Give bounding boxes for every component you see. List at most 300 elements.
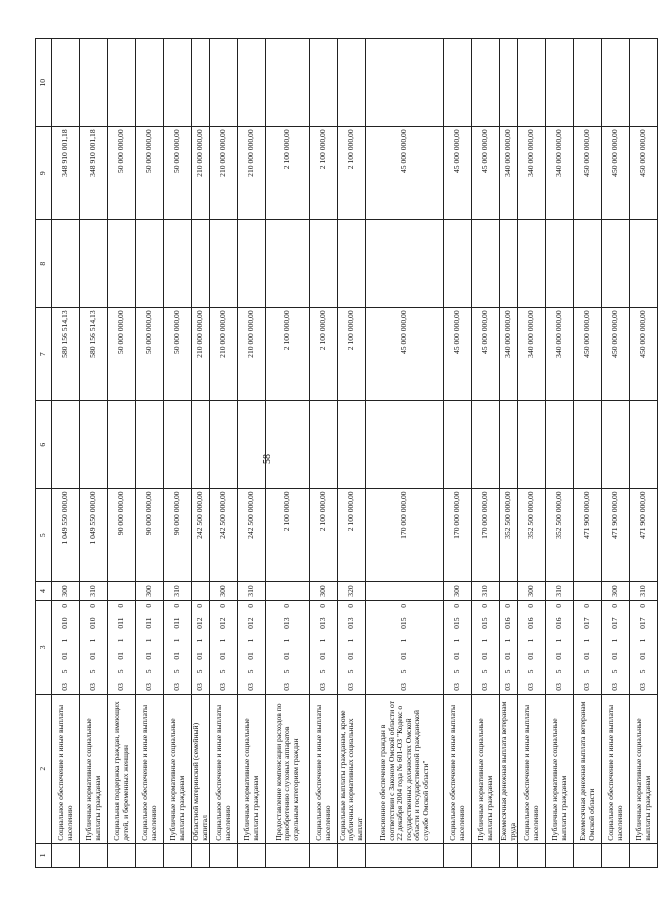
amount-cell: 471 900 000,00 (574, 489, 602, 582)
expense-type-cell: 310 (238, 582, 266, 601)
amount-cell (52, 401, 80, 489)
amount-cell: 471 900 000,00 (602, 489, 630, 582)
code-part: 5 (282, 669, 292, 674)
amount-cell: 450 000 000,00 (574, 127, 602, 220)
amount-cell (574, 220, 602, 308)
amount-cell (500, 401, 518, 489)
code-part: 03 (246, 683, 256, 691)
description-cell: Ежемесячная денежная выплата ветеранам Омской области (574, 694, 602, 843)
amount-cell: 340 000 000,00 (500, 127, 518, 220)
description-cell: Публичные нормативные социальные выплаты гражданам (546, 694, 574, 843)
expense-type-cell (108, 582, 136, 601)
code-part: 013 (318, 617, 328, 629)
amount-cell: 210 000 000,00 (238, 308, 266, 401)
code-part: 0 (582, 603, 592, 608)
code-parts (145, 602, 154, 693)
amount-cell (136, 220, 164, 308)
page-number: 58 (262, 454, 273, 464)
amount-cell (266, 401, 310, 489)
code-part: 011 (172, 617, 182, 629)
header-cell: 4 (36, 582, 52, 601)
amount-cell: 210 000 000,00 (210, 308, 238, 401)
table-row (338, 39, 366, 868)
amount-cell (210, 220, 238, 308)
code-part: 1 (582, 638, 592, 643)
expense-type-cell: 310 (546, 582, 574, 601)
description-cell: Областной материнский (семейный) капитал (192, 694, 210, 843)
table-row (266, 39, 310, 868)
code-cell (518, 600, 546, 694)
code-part: 1 (88, 638, 98, 643)
expense-type-cell (366, 582, 444, 601)
amount-cell (518, 39, 546, 127)
table-row (164, 39, 192, 868)
code-cell (630, 600, 658, 694)
code-part: 5 (60, 669, 70, 674)
code-part: 016 (503, 617, 513, 629)
amount-cell: 170 000 000,00 (444, 489, 472, 582)
amount-cell (164, 39, 192, 127)
row-index-cell (238, 843, 266, 867)
amount-cell: 45 000 000,00 (472, 308, 500, 401)
amount-cell (108, 39, 136, 127)
amount-cell: 352 500 000,00 (546, 489, 574, 582)
code-part: 03 (503, 683, 513, 691)
code-part: 1 (610, 638, 620, 643)
description-cell: Публичные нормативные социальные выплаты гражданам (164, 694, 192, 843)
expense-type-cell: 310 (80, 582, 108, 601)
amount-cell: 170 000 000,00 (472, 489, 500, 582)
code-cell (602, 600, 630, 694)
header-cell: 10 (36, 39, 52, 127)
amount-cell (500, 220, 518, 308)
code-parts (400, 602, 409, 693)
code-part: 5 (246, 669, 256, 674)
code-part: 1 (526, 638, 536, 643)
table-row (210, 39, 238, 868)
amount-cell: 50 000 000,00 (136, 127, 164, 220)
code-part: 5 (582, 669, 592, 674)
code-parts (319, 602, 328, 693)
amount-cell (192, 220, 210, 308)
description-cell: Социальное обеспечение и иные выплаты населению (444, 694, 472, 843)
description-cell: Предоставление компенсации расходов по приобретению слуховых аппаратов отдельным категориям граждан (266, 694, 310, 843)
expense-type-cell: 300 (210, 582, 238, 601)
header-cell: 5 (36, 489, 52, 582)
amount-cell (238, 401, 266, 489)
amount-cell (80, 220, 108, 308)
code-part: 0 (526, 603, 536, 608)
amount-cell: 242 500 000,00 (210, 489, 238, 582)
amount-cell: 450 000 000,00 (630, 308, 658, 401)
code-cell (338, 600, 366, 694)
amount-cell (266, 39, 310, 127)
code-part: 0 (452, 603, 462, 608)
code-cell (444, 600, 472, 694)
code-part: 03 (399, 683, 409, 691)
expense-type-cell: 300 (444, 582, 472, 601)
code-part: 0 (282, 603, 292, 608)
amount-cell: 210 000 000,00 (238, 127, 266, 220)
row-index-cell (338, 843, 366, 867)
row-index-cell (630, 843, 658, 867)
code-part: 1 (195, 638, 205, 643)
code-part: 013 (282, 617, 292, 629)
row-index-cell (164, 843, 192, 867)
header-cell: 7 (36, 308, 52, 401)
amount-cell (52, 39, 80, 127)
amount-cell (192, 39, 210, 127)
amount-cell: 348 910 001,18 (52, 127, 80, 220)
amount-cell (444, 39, 472, 127)
code-part: 1 (480, 638, 490, 643)
row-index-cell (444, 843, 472, 867)
amount-cell (238, 39, 266, 127)
code-part: 0 (399, 603, 409, 608)
amount-cell (546, 220, 574, 308)
amount-cell: 50 000 000,00 (136, 308, 164, 401)
row-index-cell (136, 843, 164, 867)
header-row (36, 39, 52, 868)
amount-cell: 2 100 000,00 (310, 308, 338, 401)
amount-cell (338, 401, 366, 489)
table-row (444, 39, 472, 868)
code-parts (504, 602, 513, 693)
expense-type-cell (266, 582, 310, 601)
code-part: 011 (116, 617, 126, 629)
description-cell: Пенсионное обеспечение граждан в соответствии с Законом Омской области от 22 декабря 2004 года № 601-ОЗ "Кодекс о государственных должностях Омской области и государственной гражданской службе Омской области" (366, 694, 444, 843)
code-part: 03 (554, 683, 564, 691)
amount-cell: 90 000 000,00 (108, 489, 136, 582)
amount-cell (310, 401, 338, 489)
code-cell (574, 600, 602, 694)
amount-cell (338, 39, 366, 127)
header-cell: 6 (36, 401, 52, 489)
code-cell (164, 600, 192, 694)
code-part: 0 (144, 603, 154, 608)
row-index-cell (546, 843, 574, 867)
code-part: 01 (480, 652, 490, 660)
amount-cell: 471 900 000,00 (630, 489, 658, 582)
row-index-cell (366, 843, 444, 867)
code-part: 03 (88, 683, 98, 691)
code-part: 015 (399, 617, 409, 629)
code-part: 5 (346, 669, 356, 674)
code-parts (219, 602, 228, 693)
code-part: 016 (554, 617, 564, 629)
code-part: 017 (582, 617, 592, 629)
code-cell (500, 600, 518, 694)
amount-cell: 2 100 000,00 (310, 489, 338, 582)
code-cell (136, 600, 164, 694)
code-part: 03 (172, 683, 182, 691)
amount-cell (630, 401, 658, 489)
amount-cell: 50 000 000,00 (164, 127, 192, 220)
amount-cell (238, 220, 266, 308)
table-row (574, 39, 602, 868)
code-part: 5 (554, 669, 564, 674)
amount-cell: 450 000 000,00 (602, 127, 630, 220)
code-part: 03 (452, 683, 462, 691)
description-cell: Социальное обеспечение и иные выплаты населению (210, 694, 238, 843)
table-row (80, 39, 108, 868)
expense-type-cell (574, 582, 602, 601)
code-part: 5 (503, 669, 513, 674)
code-part: 1 (318, 638, 328, 643)
amount-cell (472, 401, 500, 489)
code-part: 5 (526, 669, 536, 674)
amount-cell: 2 100 000,00 (266, 308, 310, 401)
amount-cell: 340 000 000,00 (518, 127, 546, 220)
code-part: 1 (60, 638, 70, 643)
code-parts (555, 602, 564, 693)
code-part: 1 (116, 638, 126, 643)
row-index-cell (52, 843, 80, 867)
amount-cell (210, 39, 238, 127)
amount-cell: 2 100 000,00 (338, 489, 366, 582)
amount-cell: 450 000 000,00 (630, 127, 658, 220)
amount-cell: 352 500 000,00 (500, 489, 518, 582)
code-part: 01 (610, 652, 620, 660)
amount-cell: 50 000 000,00 (108, 127, 136, 220)
code-part: 01 (318, 652, 328, 660)
code-part: 1 (144, 638, 154, 643)
code-part: 03 (144, 683, 154, 691)
amount-cell: 450 000 000,00 (602, 308, 630, 401)
code-parts (583, 602, 592, 693)
amount-cell: 90 000 000,00 (164, 489, 192, 582)
code-part: 03 (318, 683, 328, 691)
code-cell (310, 600, 338, 694)
code-parts (527, 602, 536, 693)
code-part: 5 (172, 669, 182, 674)
row-index-cell (310, 843, 338, 867)
code-parts (347, 602, 356, 693)
amount-cell (366, 220, 444, 308)
code-part: 5 (144, 669, 154, 674)
code-cell (52, 600, 80, 694)
row-index-cell (518, 843, 546, 867)
code-part: 01 (638, 652, 648, 660)
code-part: 01 (144, 652, 154, 660)
amount-cell: 242 500 000,00 (192, 489, 210, 582)
amount-cell: 90 000 000,00 (136, 489, 164, 582)
amount-cell: 340 000 000,00 (546, 127, 574, 220)
amount-cell: 170 000 000,00 (366, 489, 444, 582)
code-part: 012 (195, 617, 205, 629)
amount-cell: 340 000 000,00 (500, 308, 518, 401)
code-parts (639, 602, 648, 693)
amount-cell: 1 049 550 000,00 (80, 489, 108, 582)
code-part: 0 (246, 603, 256, 608)
table-row (500, 39, 518, 868)
expense-type-cell: 310 (472, 582, 500, 601)
code-part: 010 (60, 617, 70, 629)
description-cell: Публичные нормативные социальные выплаты гражданам (80, 694, 108, 843)
code-part: 1 (399, 638, 409, 643)
code-parts (117, 602, 126, 693)
amount-cell: 45 000 000,00 (366, 308, 444, 401)
amount-cell (472, 220, 500, 308)
amount-cell (310, 220, 338, 308)
amount-cell: 242 500 000,00 (238, 489, 266, 582)
amount-cell (444, 220, 472, 308)
amount-cell (602, 39, 630, 127)
amount-cell: 340 000 000,00 (518, 308, 546, 401)
code-part: 0 (346, 603, 356, 608)
amount-cell: 2 100 000,00 (338, 308, 366, 401)
row-index-cell (500, 843, 518, 867)
amount-cell: 210 000 000,00 (192, 308, 210, 401)
row-index-cell (210, 843, 238, 867)
code-part: 03 (218, 683, 228, 691)
table-row (310, 39, 338, 868)
code-part: 1 (246, 638, 256, 643)
amount-cell (210, 401, 238, 489)
code-part: 012 (218, 617, 228, 629)
amount-cell (500, 39, 518, 127)
amount-cell (602, 401, 630, 489)
amount-cell (136, 39, 164, 127)
table-row (472, 39, 500, 868)
code-cell (192, 600, 210, 694)
amount-cell: 45 000 000,00 (444, 127, 472, 220)
amount-cell: 45 000 000,00 (472, 127, 500, 220)
description-cell: Социальная поддержка граждан, имеющих детей, и беременных женщин (108, 694, 136, 843)
code-part: 1 (503, 638, 513, 643)
code-part: 5 (638, 669, 648, 674)
expense-type-cell: 300 (52, 582, 80, 601)
amount-cell (472, 39, 500, 127)
code-part: 01 (526, 652, 536, 660)
amount-cell: 340 000 000,00 (546, 308, 574, 401)
code-part: 5 (480, 669, 490, 674)
code-part: 5 (195, 669, 205, 674)
amount-cell (602, 220, 630, 308)
code-parts (453, 602, 462, 693)
code-parts (196, 602, 205, 693)
code-parts (611, 602, 620, 693)
amount-cell (574, 401, 602, 489)
amount-cell: 580 156 514,13 (80, 308, 108, 401)
code-part: 01 (195, 652, 205, 660)
code-part: 01 (346, 652, 356, 660)
code-parts (89, 602, 98, 693)
code-part: 01 (88, 652, 98, 660)
code-cell (108, 600, 136, 694)
description-cell: Социальное обеспечение и иные выплаты населению (602, 694, 630, 843)
code-part: 017 (638, 617, 648, 629)
code-parts (173, 602, 182, 693)
amount-cell: 45 000 000,00 (366, 127, 444, 220)
code-parts (61, 602, 70, 693)
code-parts (481, 602, 490, 693)
amount-cell: 210 000 000,00 (210, 127, 238, 220)
code-part: 01 (246, 652, 256, 660)
amount-cell (444, 401, 472, 489)
amount-cell (310, 39, 338, 127)
expense-type-cell: 300 (310, 582, 338, 601)
code-part: 03 (60, 683, 70, 691)
amount-cell (80, 401, 108, 489)
description-cell: Публичные нормативные социальные выплаты гражданам (630, 694, 658, 843)
amount-cell (164, 401, 192, 489)
code-part: 01 (60, 652, 70, 660)
code-part: 010 (88, 617, 98, 629)
row-index-cell (472, 843, 500, 867)
code-part: 013 (346, 617, 356, 629)
description-cell: Социальное обеспечение и иные выплаты населению (310, 694, 338, 843)
description-cell: Социальное обеспечение и иные выплаты населению (136, 694, 164, 843)
amount-cell (574, 39, 602, 127)
code-part: 0 (638, 603, 648, 608)
description-cell: Публичные нормативные социальные выплаты гражданам (238, 694, 266, 843)
code-cell (366, 600, 444, 694)
code-part: 0 (554, 603, 564, 608)
amount-cell (630, 220, 658, 308)
description-cell: Социальное обеспечение и иные выплаты населению (518, 694, 546, 843)
code-part: 1 (638, 638, 648, 643)
description-cell: Публичные нормативные социальные выплаты гражданам (472, 694, 500, 843)
code-part: 015 (480, 617, 490, 629)
amount-cell (366, 39, 444, 127)
expense-type-cell: 310 (164, 582, 192, 601)
amount-cell (518, 220, 546, 308)
code-part: 016 (526, 617, 536, 629)
row-index-cell (602, 843, 630, 867)
amount-cell: 580 156 514,13 (52, 308, 80, 401)
amount-cell: 2 100 000,00 (338, 127, 366, 220)
expense-type-cell: 310 (630, 582, 658, 601)
code-part: 1 (554, 638, 564, 643)
table-row (518, 39, 546, 868)
expense-type-cell (192, 582, 210, 601)
code-part: 011 (144, 617, 154, 629)
code-part: 0 (116, 603, 126, 608)
amount-cell (52, 220, 80, 308)
expense-type-cell: 320 (338, 582, 366, 601)
budget-table-container (35, 38, 652, 868)
amount-cell (546, 39, 574, 127)
code-part: 01 (116, 652, 126, 660)
row-index-cell (574, 843, 602, 867)
table-row (630, 39, 658, 868)
code-cell (546, 600, 574, 694)
code-part: 5 (88, 669, 98, 674)
table-row (546, 39, 574, 868)
amount-cell: 210 000 000,00 (192, 127, 210, 220)
expense-type-cell: 300 (518, 582, 546, 601)
code-part: 5 (399, 669, 409, 674)
amount-cell: 50 000 000,00 (164, 308, 192, 401)
expense-type-cell: 300 (602, 582, 630, 601)
amount-cell (108, 220, 136, 308)
table-row (136, 39, 164, 868)
amount-cell: 352 500 000,00 (518, 489, 546, 582)
code-part: 5 (318, 669, 328, 674)
code-cell (80, 600, 108, 694)
code-part: 03 (582, 683, 592, 691)
code-part: 0 (172, 603, 182, 608)
code-part: 012 (246, 617, 256, 629)
amount-cell (546, 401, 574, 489)
amount-cell: 50 000 000,00 (108, 308, 136, 401)
header-cell: 3 (36, 600, 52, 694)
amount-cell: 2 100 000,00 (266, 489, 310, 582)
budget-table (35, 38, 658, 868)
code-part: 017 (610, 617, 620, 629)
code-cell (472, 600, 500, 694)
